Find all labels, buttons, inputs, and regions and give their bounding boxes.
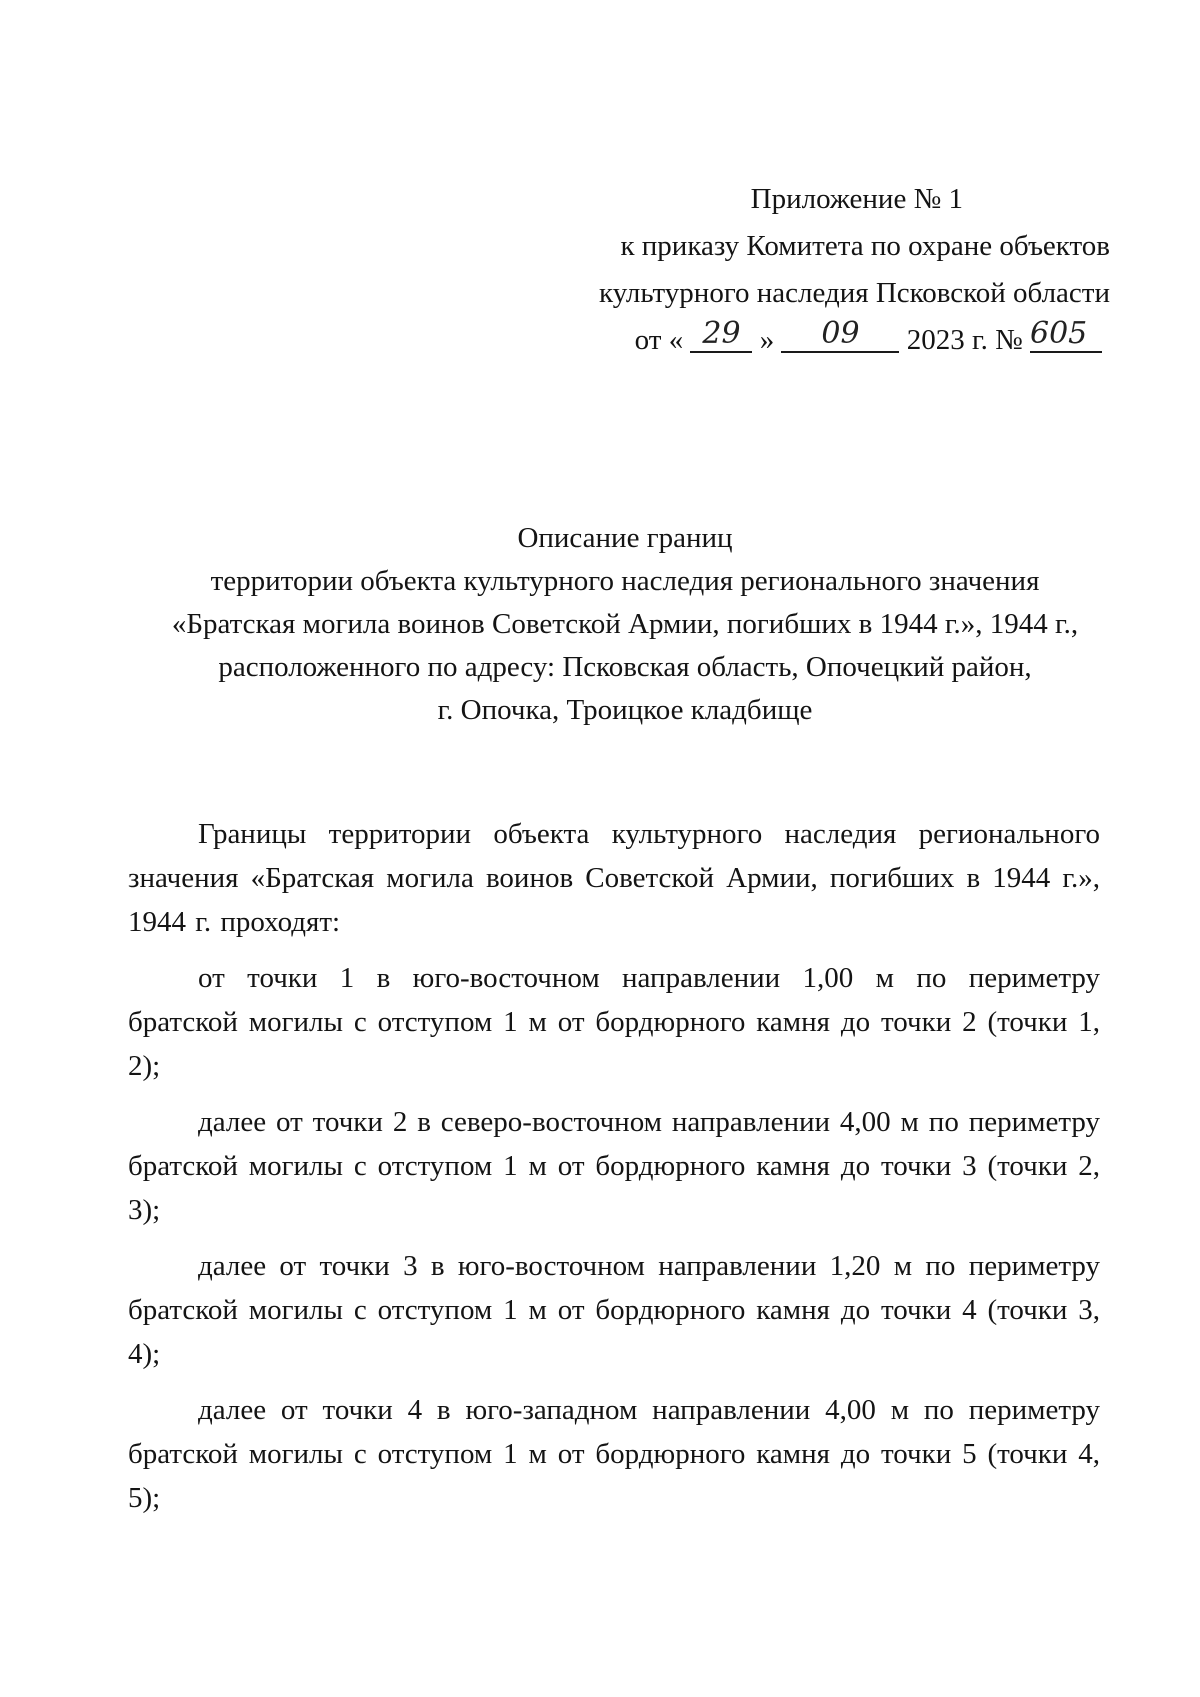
title-line-4: расположенного по адресу: Псковская область, Опочецкий район, [218,651,1032,683]
date-month-handwritten: 09 [781,317,899,353]
date-prefix: от « [634,324,684,356]
document-body [128,812,1100,1532]
title-line-3: «Братская могила воинов Советской Армии, погибших в 1944 г.», 1944 г., [171,608,1079,640]
order-number-handwritten: 605 [1030,317,1102,353]
appendix-number: Приложение № 1 [750,183,963,215]
title-line-2: территории объекта культурного наследия регионального значения [210,565,1040,597]
title-line-1: Описание границ [517,522,733,554]
body-paragraph: от точки 1 в юго-восточном направлении 1,00 м по периметру братской могилы с отступом 1 м от бордюрного камня до точки 2 (точки 1, 2); [128,962,1100,1082]
title-line-5: г. Опочка, Троицкое кладбище [437,694,813,726]
body-paragraph: далее от точки 2 в северо-восточном направлении 4,00 м по периметру братской могилы с отступом 1 м от бордюрного камня до точки 3 (точки 2, 3); [128,1106,1100,1226]
appendix-committee: культурного наследия Псковской области [599,277,1110,309]
appendix-header [570,176,1110,364]
appendix-date-line [570,317,1110,364]
body-paragraph: Границы территории объекта культурного наследия регионального значения «Братская могила воинов Советской Армии, погибших в 1944 г.», 1944 г. проходят: [128,818,1100,938]
body-paragraph: далее от точки 3 в юго-восточном направлении 1,20 м по периметру братской могилы с отступом 1 м от бордюрного камня до точки 4 (точки 3, 4); [128,1250,1100,1370]
date-suffix: 2023 г. № [906,324,1023,356]
date-mid: » [759,324,775,356]
document-title [150,517,1100,732]
date-day-handwritten: 29 [690,317,752,353]
appendix-order-reference: к приказу Комитета по охране объектов [620,230,1110,262]
body-paragraph: далее от точки 4 в юго-западном направлении 4,00 м по периметру братской могилы с отступом 1 м от бордюрного камня до точки 5 (точки 4, 5); [128,1394,1100,1514]
